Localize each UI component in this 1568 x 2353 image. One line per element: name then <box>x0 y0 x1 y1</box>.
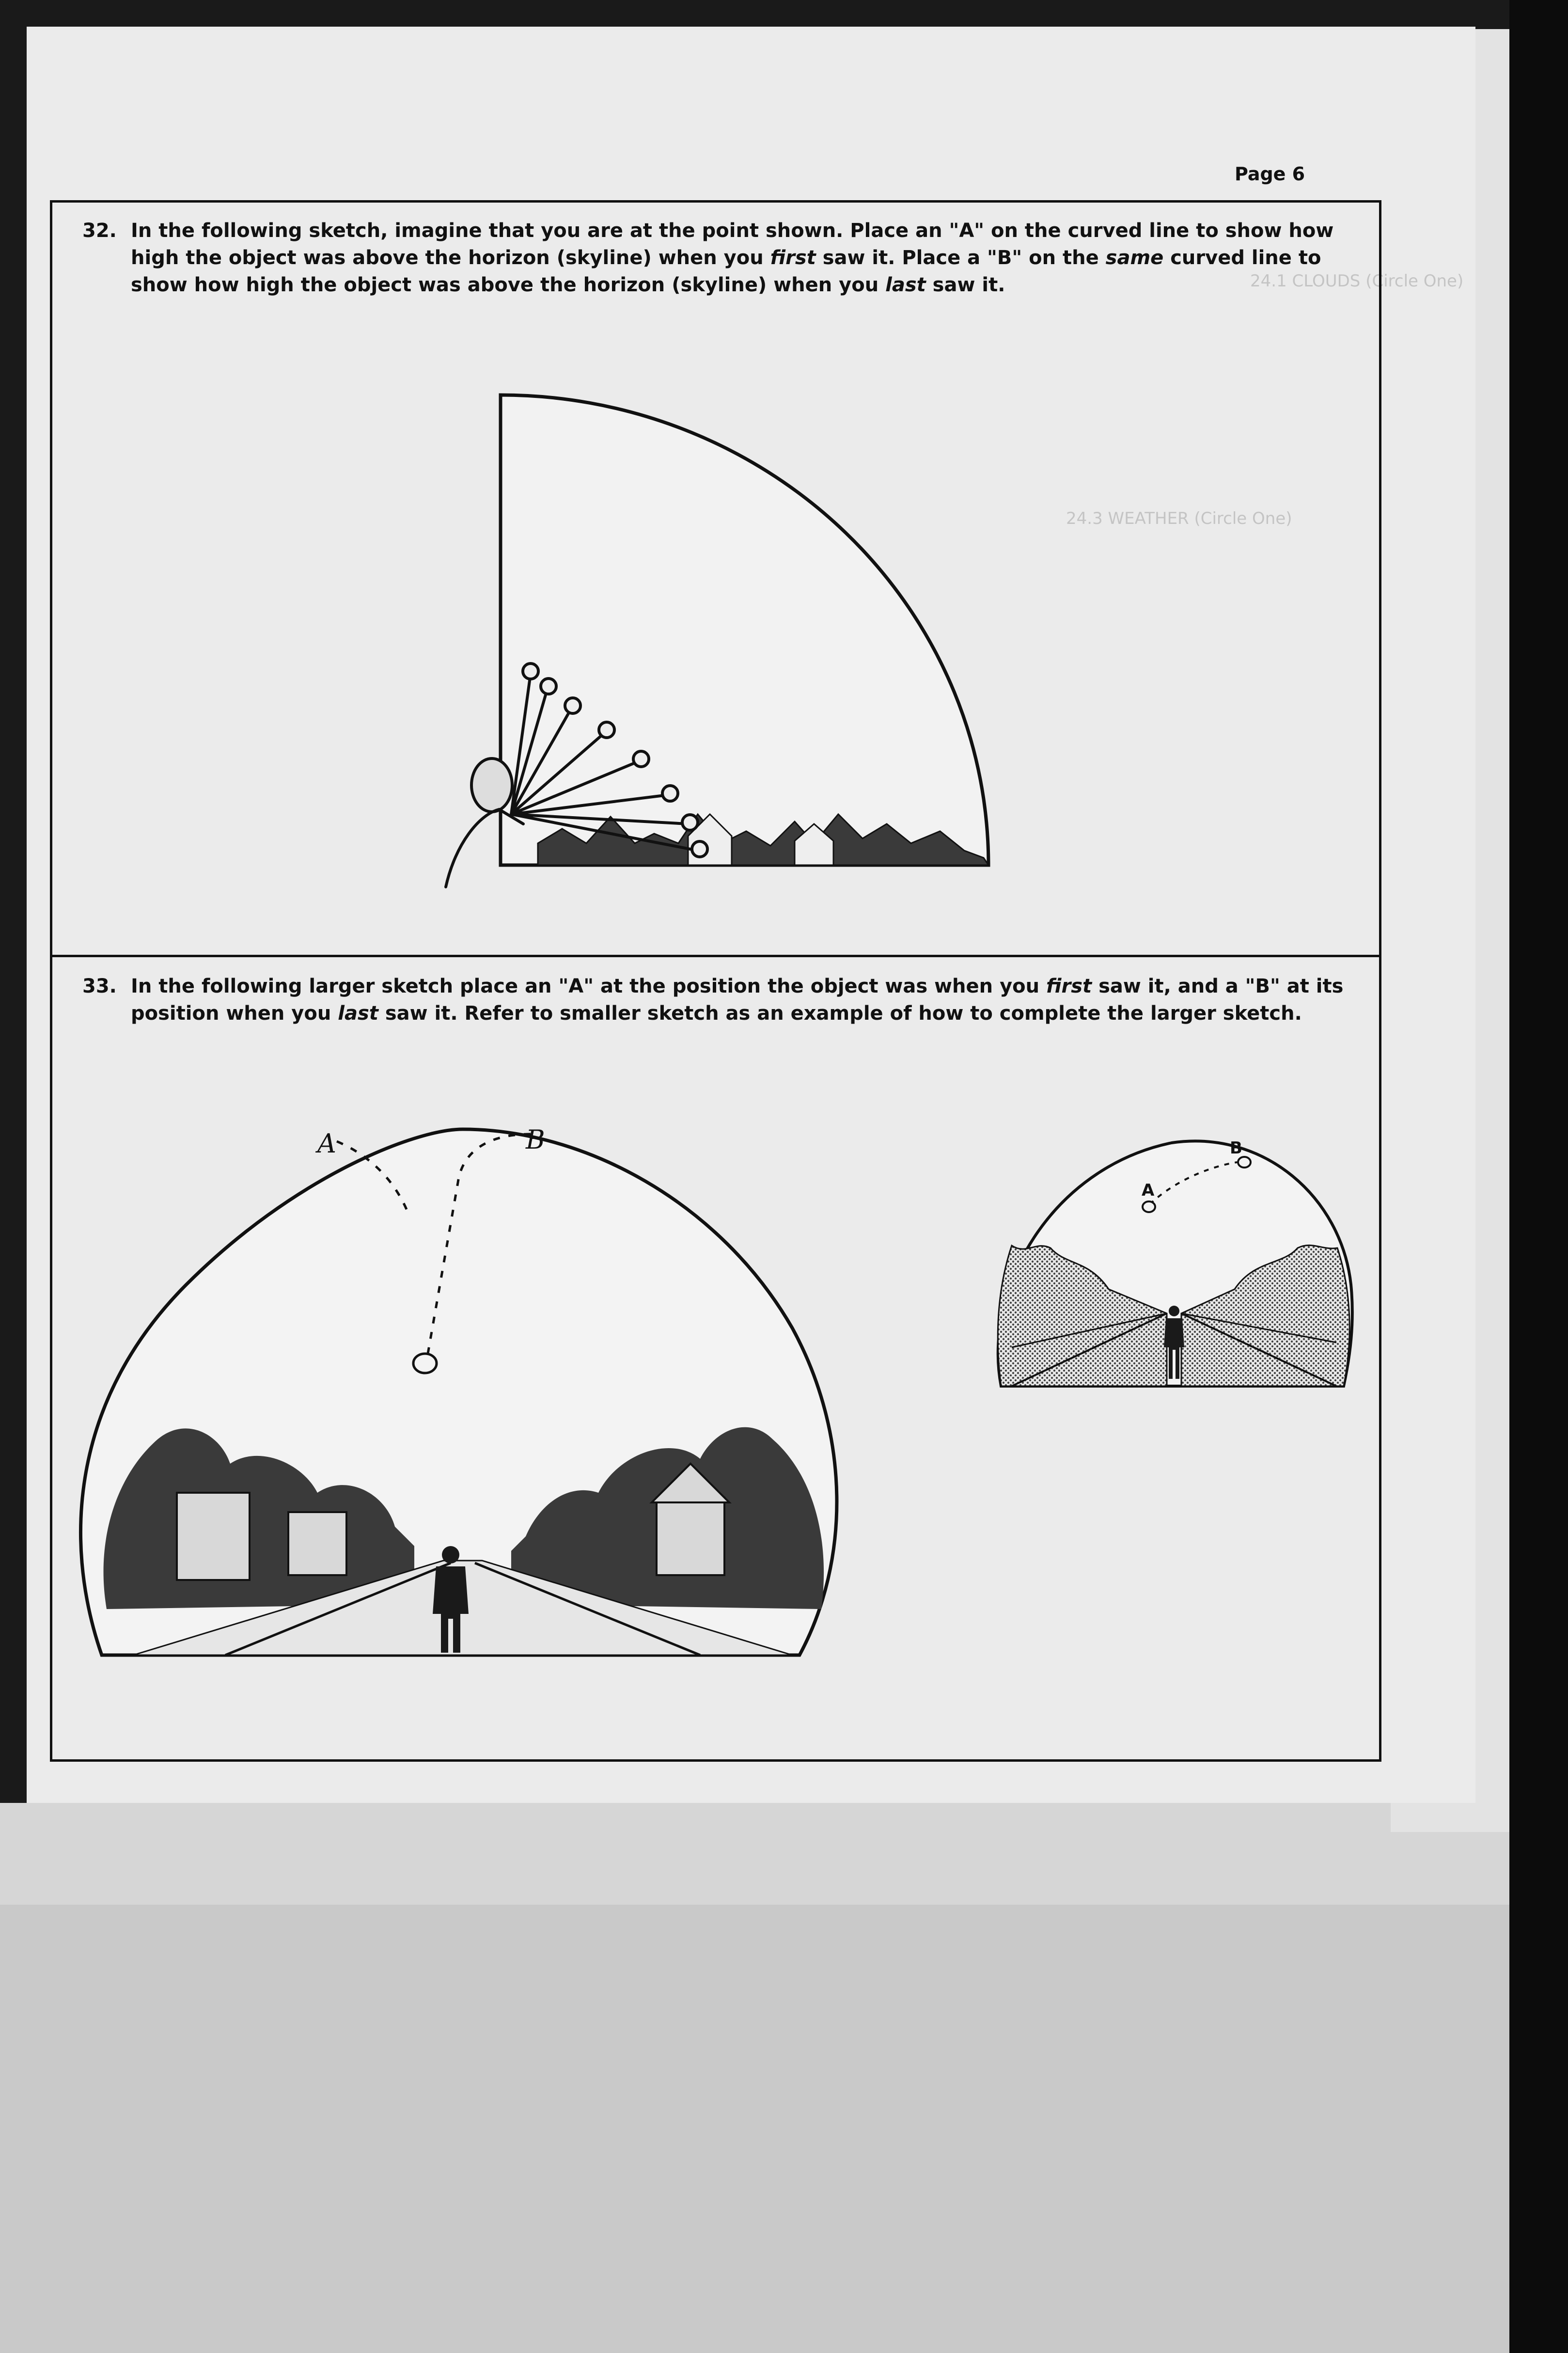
emphasis-first: first <box>770 247 816 269</box>
bleed-through-text: 24.1 CLOUDS (Circle One) <box>1250 271 1464 291</box>
question-number: 33. <box>82 975 117 997</box>
example-object-a <box>1143 1201 1155 1212</box>
question-text-line: show how high the object was above the horizon (skyline) when you <box>131 274 886 296</box>
small-example-sketch <box>992 1129 1361 1401</box>
scan-dark-edge <box>1509 0 1568 2353</box>
question-text-line: saw it, and a "B" at its <box>1092 975 1344 997</box>
question-32 <box>82 217 1352 299</box>
page-number: Page 6 <box>1235 163 1305 185</box>
question-text-line: saw it. Place a "B" on the <box>815 247 1106 269</box>
section-divider <box>50 955 1381 957</box>
emphasis-last: last <box>885 274 926 296</box>
question-text-line: In the following sketch, imagine that you are at the point shown. Place an "A" on the curved line to show how <box>131 220 1334 242</box>
label-a: A <box>317 1128 336 1159</box>
example-label-a: A <box>1142 1181 1155 1200</box>
emphasis-same: same <box>1105 247 1164 269</box>
scanner-bed-strip <box>0 1803 1568 1905</box>
question-33 <box>82 973 1352 1027</box>
question-number: 32. <box>82 220 117 242</box>
example-label-b: B <box>1230 1138 1242 1158</box>
example-object-b <box>1238 1157 1251 1168</box>
object-marker <box>413 1354 437 1373</box>
bleed-through-text: 24.3 WEATHER (Circle One) <box>1066 509 1292 528</box>
question-text-line: saw it. <box>925 274 1005 296</box>
emphasis-first: first <box>1046 975 1092 997</box>
large-street-sketch[interactable] <box>75 1124 850 1667</box>
quarter-arc-sketch <box>426 378 1037 911</box>
underlying-sheet <box>0 1905 1568 2353</box>
label-b: B <box>526 1124 545 1155</box>
question-text-line: curved line to <box>1163 247 1321 269</box>
emphasis-last: last <box>338 1002 378 1025</box>
question-text-line: saw it. Refer to smaller sketch as an example of how to complete the larger sketch. <box>378 1002 1302 1025</box>
question-text-line: high the object was above the horizon (skyline) when you <box>131 247 770 269</box>
answer-arc[interactable] <box>501 395 988 865</box>
question-text-line: position when you <box>131 1002 338 1025</box>
question-text-line: In the following larger sketch place an "A" at the position the object was when you <box>131 975 1047 997</box>
